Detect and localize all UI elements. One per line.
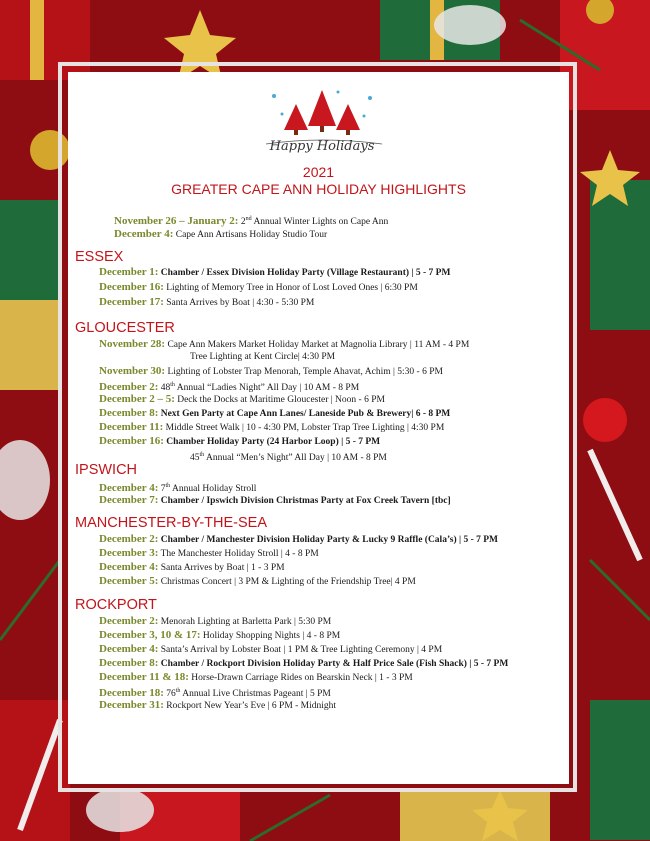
event-text: Cape Ann Artisans Holiday Studio Tour (175, 230, 328, 240)
list-item (114, 228, 327, 241)
list-item: November 30: Lighting of Lobster Trap Menorah, Temple Ahavat, Achim | 5:30 - 6 PM (99, 365, 443, 377)
list-item: December 16: Chamber Holiday Party (24 Harbor Loop) | 5 - 7 PM (99, 435, 381, 447)
list-item: December 17: Santa Arrives by Boat | 4:30 - 5:30 PM (99, 296, 315, 308)
list-item: December 2 – 5: Deck the Docks at Maritime Gloucester | Noon - 6 PM (99, 393, 385, 405)
list-item: December 4: Santa Arrives by Boat | 1 - 3 PM (99, 561, 285, 573)
section-heading-manchester: MANCHESTER-BY-THE-SEA (75, 515, 268, 531)
list-item: December 4: 7th Annual Holiday Stroll (99, 482, 257, 495)
list-item: December 1: Chamber / Essex Division Holiday Party (Village Restaurant) | 5 - 7 PM (99, 266, 451, 278)
list-item: December 8: Next Gen Party at Cape Ann Lanes/ Laneside Pub & Brewery| 6 - 8 PM (99, 407, 451, 419)
list-item: 45th Annual “Men’s Night” All Day | 10 AM - 8 PM (190, 452, 387, 464)
section-heading-ipswich: IPSWICH (75, 462, 138, 478)
list-item: December 3, 10 & 17: Holiday Shopping Nights | 4 - 8 PM (99, 629, 341, 641)
list-item: December 16: Lighting of Memory Tree in Honor of Lost Loved Ones | 6:30 PM (99, 281, 418, 293)
list-item: Tree Lighting at Kent Circle| 4:30 PM (190, 352, 336, 362)
event-date: November 26 – January 2: (114, 215, 239, 228)
happy-holidays-logo (252, 86, 392, 160)
list-item: December 11: Middle Street Walk | 10 - 4:30 PM, Lobster Trap Tree Lighting | 4:30 PM (99, 421, 445, 433)
list-item: December 7: Chamber / Ipswich Division Christmas Party at Fox Creek Tavern [tbc] (99, 494, 451, 506)
list-item: November 26 – January 2: 2nd Annual Winter Lights on Cape Ann (114, 215, 389, 228)
list-item: December 4: Santa’s Arrival by Lobster Boat | 1 PM & Tree Lighting Ceremony | 4 PM (99, 643, 443, 655)
year: 2021 (302, 164, 335, 180)
event-date: December 4: (114, 228, 174, 240)
list-item: December 18: 76th Annual Live Christmas Pageant | 5 PM (99, 687, 331, 700)
list-item: December 3: The Manchester Holiday Stroll | 4 - 8 PM (99, 547, 319, 559)
list-item: November 28: Cape Ann Makers Market Holiday Market at Magnolia Library | 11 AM - 4 PM (99, 338, 470, 350)
section-heading-rockport: ROCKPORT (75, 597, 157, 613)
list-item: December 2: Menorah Lighting at Barletta Park | 5:30 PM (99, 615, 332, 627)
list-item: December 5: Christmas Concert | 3 PM & Lighting of the Friendship Tree| 4 PM (99, 575, 416, 587)
list-item: December 11 & 18: Horse-Drawn Carriage Rides on Bearskin Neck | 1 - 3 PM (99, 671, 413, 683)
list-item: December 8: Chamber / Rockport Division Holiday Party & Half Price Sale (Fish Shack) | 5 - 7 PM (99, 657, 509, 669)
list-item: December 31: Rockport New Year’s Eve | 6 PM - Midnight (99, 699, 337, 711)
section-heading-essex: ESSEX (75, 249, 124, 265)
list-item: December 2: 48th Annual “Ladies Night” All Day | 10 AM - 8 PM (99, 381, 360, 394)
tree-icon (284, 90, 360, 135)
page-title: GREATER CAPE ANN HOLIDAY HIGHLIGHTS (171, 181, 466, 197)
section-heading-gloucester: GLOUCESTER (75, 320, 175, 336)
logo-text: Happy Holidays (269, 139, 375, 154)
list-item: December 2: Chamber / Manchester Division Holiday Party & Lucky 9 Raffle (Cala’s) | 5 - 7 PM (99, 533, 499, 545)
